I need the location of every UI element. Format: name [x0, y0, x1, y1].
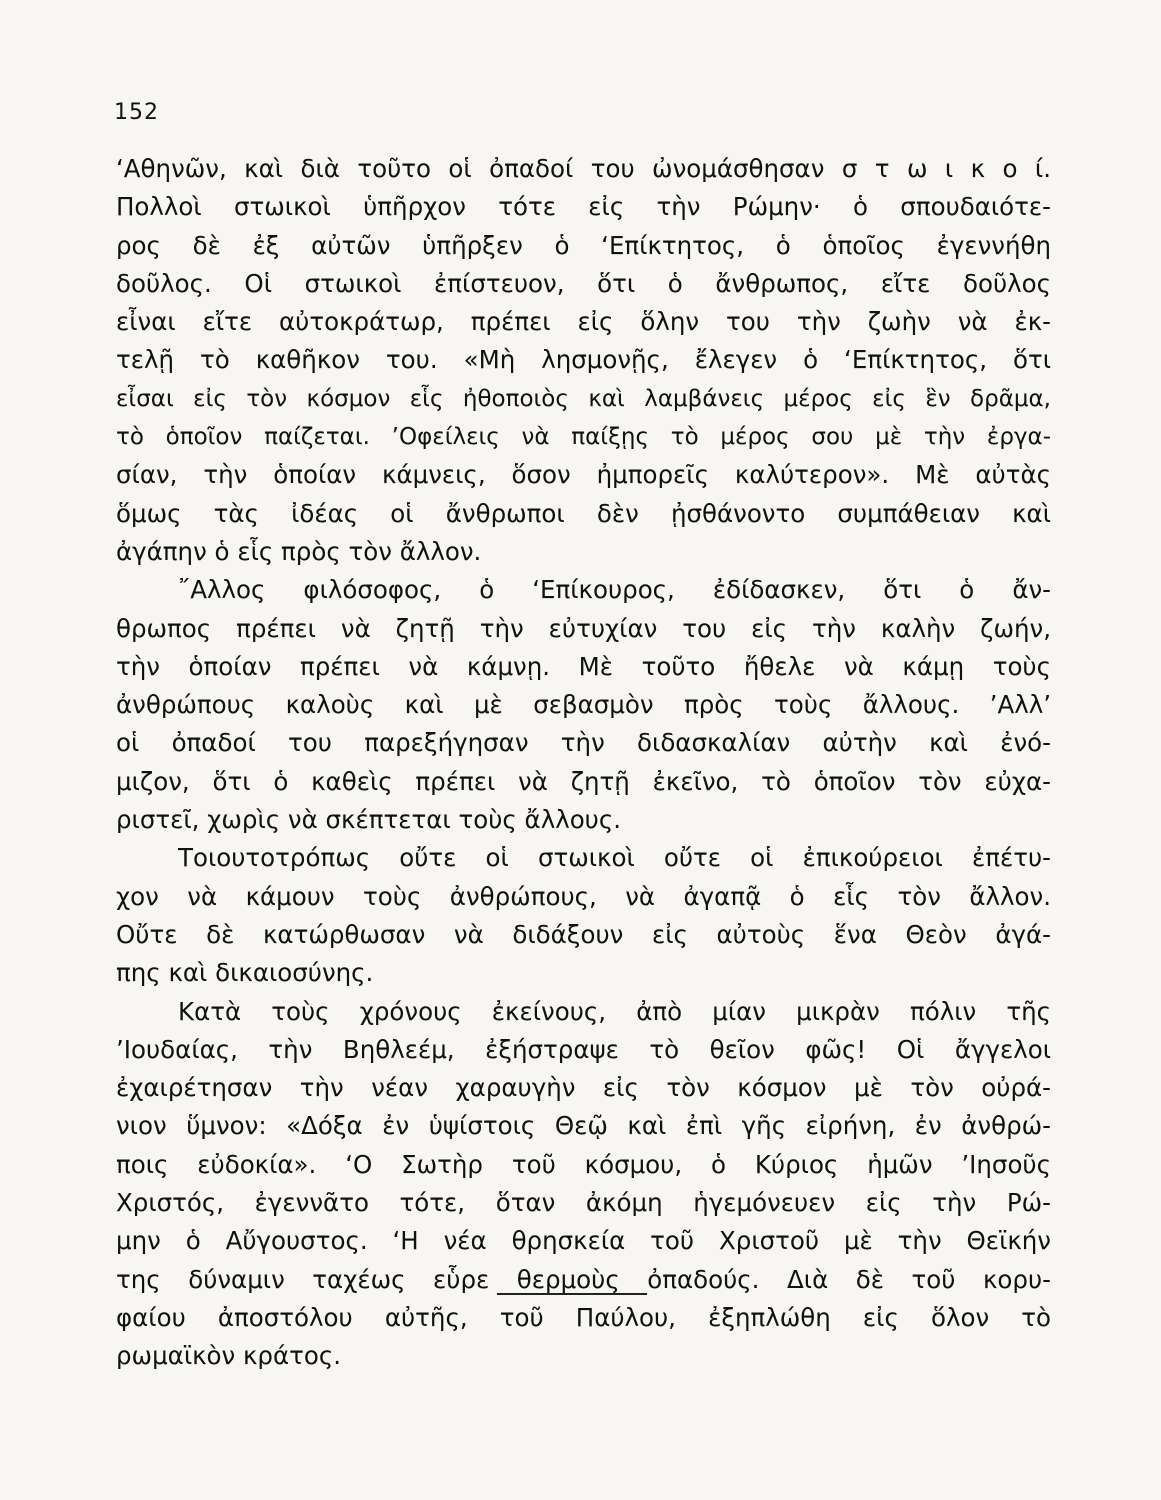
- text-line: ρος δὲ ἐξ αὐτῶν ὑπῆρξεν ὁ ‘Επίκτητος, ὁ ὁποῖος ἐγεννήθη: [116, 230, 1051, 260]
- text-line: ἀγάπην ὁ εἷς πρὸς τὸν ἄλλον.: [116, 536, 482, 566]
- text-line: φαίου ἀποστόλου αὐτῆς, τοῦ Παύλου, ἐξηπλώθη εἰς ὅλον τὸ: [116, 1302, 1051, 1332]
- text-line: σίαν, τὴν ὁποίαν κάμνεις, ὅσον ἠμπορεῖς καλύτερον». Μὲ αὐτὰς: [116, 460, 1051, 490]
- text-line: τὴν ὁποίαν πρέπει νὰ κάμνῃ. Μὲ τοῦτο ἤθελε νὰ κάμῃ τοὺς: [116, 651, 1051, 681]
- text-line: ρωμαϊκὸν κράτος.: [116, 1341, 342, 1371]
- text-line: δοῦλος. Οἱ στωικοὶ ἐπίστευον, ὅτι ὁ ἄνθρωπος, εἴτε δοῦλος: [116, 268, 1051, 298]
- text-line: τὸ ὁποῖον παίζεται. ’Οφείλεις νὰ παίξῃς τὸ μέρος σου μὲ τὴν ἐργα-: [116, 424, 1051, 451]
- text-line: ’Ιουδαίας, τὴν Βηθλεέμ, ἐξήστραψε τὸ θεῖον φῶς! Οἱ ἄγγελοι: [116, 1034, 1051, 1064]
- text-line: ῎Αλλος φιλόσοφος, ὁ ‘Επίκουρος, ἐδίδασκεν, ὅτι ὁ ἄν-: [178, 575, 1051, 605]
- section-divider: [497, 1293, 647, 1295]
- text-line: ἐχαιρέτησαν τὴν νέαν χαραυγὴν εἰς τὸν κόσμον μὲ τὸν οὐρά-: [116, 1073, 1051, 1103]
- text-line: Τοιουτοτρόπως οὔτε οἱ στωικοὶ οὔτε οἱ ἐπικούρειοι ἐπέτυ-: [178, 843, 1051, 873]
- text-line: της δύναμιν ταχέως εὗρε θερμοὺς ὀπαδούς. Διὰ δὲ τοῦ κορυ-: [116, 1264, 1051, 1294]
- text-line: ριστεῖ, χωρὶς νὰ σκέπτεται τοὺς ἄλλους.: [116, 805, 622, 835]
- text-line: μιζον, ὅτι ὁ καθεὶς πρέπει νὰ ζητῇ ἐκεῖνο, τὸ ὁποῖον τὸν εὐχα-: [116, 766, 1051, 796]
- text-line: Κατὰ τοὺς χρόνους ἐκείνους, ἀπὸ μίαν μικρὰν πόλιν τῆς: [178, 996, 1051, 1026]
- text-line: ὅμως τὰς ἰδέας οἱ ἄνθρωποι δὲν ᾐσθάνοντο συμπάθειαν καὶ: [116, 498, 1051, 528]
- text-line: τελῇ τὸ καθῆκον του. «Μὴ λησμονῇς, ἔλεγεν ὁ ‘Επίκτητος, ὅτι: [116, 345, 1051, 375]
- text-line: οἱ ὀπαδοί του παρεξήγησαν τὴν διδασκαλίαν αὐτὴν καὶ ἐνό-: [116, 728, 1051, 758]
- text-line: Χριστός, ἐγεννᾶτο τότε, ὅταν ἀκόμη ἡγεμόνευεν εἰς τὴν Ρώ-: [116, 1188, 1051, 1218]
- text-line: χον νὰ κάμουν τοὺς ἀνθρώπους, νὰ ἀγαπᾷ ὁ εἷς τὸν ἄλλον.: [116, 881, 1051, 911]
- text-line: Οὔτε δὲ κατώρθωσαν νὰ διδάξουν εἰς αὐτοὺς ἕνα Θεὸν ἀγά-: [116, 919, 1051, 949]
- text-line: Πολλοὶ στωικοὶ ὑπῆρχον τότε εἰς τὴν Ρώμην· ὁ σπουδαιότε-: [116, 192, 1051, 222]
- page-number: 152: [114, 100, 159, 125]
- text-line: εἶσαι εἰς τὸν κόσμον εἷς ἠθοποιὸς καὶ λαμβάνεις μέρος εἰς ἓν δρᾶμα,: [116, 385, 1051, 412]
- text-line: θρωπος πρέπει νὰ ζητῇ τὴν εὐτυχίαν του εἰς τὴν καλὴν ζωήν,: [116, 613, 1051, 643]
- text-line: μην ὁ Αὔγουστος. ‘Η νέα θρησκεία τοῦ Χριστοῦ μὲ τὴν Θεϊκήν: [116, 1226, 1051, 1256]
- text-line: πης καὶ δικαιοσύνης.: [116, 958, 374, 988]
- text-line: ‘Αθηνῶν, καὶ διὰ τοῦτο οἱ ὀπαδοί του ὠνομάσθησαν σ τ ω ι κ ο ί.: [116, 154, 1051, 183]
- text-line: ἀνθρώπους καλοὺς καὶ μὲ σεβασμὸν πρὸς τοὺς ἄλλους. ’Αλλ’: [116, 690, 1051, 720]
- text-line: ποις εὐδοκία». ‘Ο Σωτὴρ τοῦ κόσμου, ὁ Κύριος ἡμῶν ’Ιησοῦς: [116, 1149, 1051, 1179]
- body-text: [116, 150, 1051, 1376]
- text-line: εἶναι εἴτε αὐτοκράτωρ, πρέπει εἰς ὅλην του τὴν ζωὴν νὰ ἐκ-: [116, 307, 1051, 337]
- text-line: νιον ὕμνον: «Δόξα ἐν ὑψίστοις Θεῷ καὶ ἐπὶ γῆς εἰρήνη, ἐν ἀνθρώ-: [116, 1111, 1051, 1141]
